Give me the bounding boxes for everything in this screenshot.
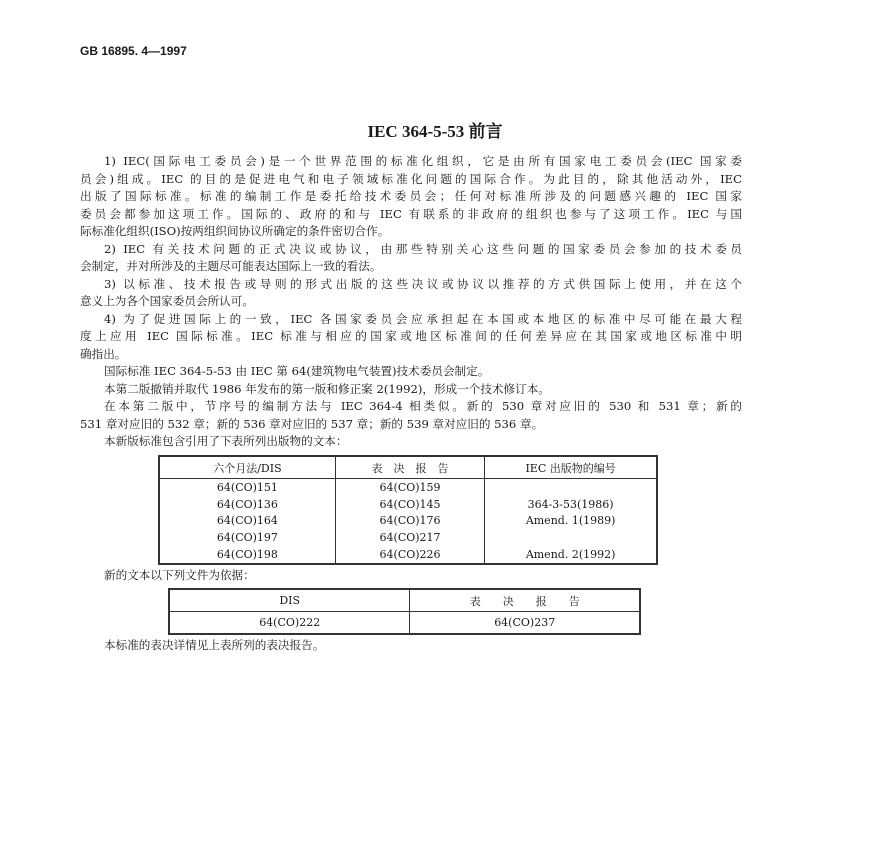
- table-cell: 64(CO)226: [335, 546, 484, 564]
- publications-table: [158, 455, 658, 565]
- paragraph-line: 出版了国际标准。标准的编制工作是委托给技术委员会；任何对标准所涉及的问题感兴趣的 IEC 国家: [80, 189, 742, 203]
- table-row: [159, 496, 657, 513]
- table-cell: 64(CO)198: [159, 546, 335, 564]
- column-header: DIS: [169, 589, 410, 612]
- table-cell: 64(CO)159: [335, 479, 484, 496]
- paragraph-line: 本第二版撤销并取代 1986 年发布的第一版和修正案 2(1992)，形成一个技术修订本。: [104, 381, 550, 396]
- paragraph-line: 会制定，并对所涉及的主题尽可能表达国际上一致的看法。: [80, 259, 382, 273]
- paragraph-line: 本新版标准包含引用了下表所列出版物的文本：: [104, 434, 348, 448]
- standard-code: GB 16895. 4—1997: [80, 44, 187, 58]
- page-title: IEC 364-5-53 前言: [367, 122, 503, 141]
- table-cell: 64(CO)237: [410, 612, 640, 635]
- closing-text: 本标准的表决详情见上表所列的表决报告。: [104, 638, 325, 652]
- table-row: [159, 513, 657, 530]
- table-row: [169, 612, 640, 635]
- column-header: 表 决 报 告: [410, 589, 640, 612]
- paragraph-line: 委员会都参加这项工作。国际的、政府的和与 IEC 有联系的非政府的组织也参与了这项工作。IEC 与国: [80, 206, 742, 221]
- column-header: IEC 出版物的编号: [485, 456, 657, 479]
- table-cell: Amend. 1(1989): [485, 513, 657, 530]
- table-cell: Amend. 2(1992): [485, 546, 657, 564]
- table-row: [159, 529, 657, 546]
- table-cell: 364-3-53(1986): [485, 496, 657, 513]
- table-cell: 64(CO)197: [159, 529, 335, 546]
- table2-caption: 新的文本以下列文件为依据：: [104, 568, 255, 582]
- table-cell: 64(CO)217: [335, 529, 484, 546]
- foreword-body: [80, 153, 742, 451]
- table-cell: 64(CO)222: [169, 612, 410, 635]
- paragraph-line: 1) IEC(国际电工委员会)是一个世界范围的标准化组织，它是由所有国家电工委员会(IEC 国家委: [104, 154, 742, 168]
- paragraph-line: 3) 以标准、技术报告或导则的形式出版的这些决议或协议以推荐的方式供国际上使用，并在这个: [104, 276, 742, 291]
- paragraph-line: 在本第二版中，节序号的编制方法与 IEC 364-4 相类似。新的 530 章对应旧的 530 和 531 章；新的: [104, 399, 742, 413]
- column-header: 六个月法/DIS: [159, 456, 335, 479]
- table-cell: 64(CO)145: [335, 496, 484, 513]
- paragraph-line: 531 章对应旧的 532 章；新的 536 章对应旧的 537 章；新的 539 章对应旧的 536 章。: [80, 416, 544, 431]
- paragraph-line: 意义上为各个国家委员会所认可。: [80, 294, 254, 308]
- table-cell: [485, 479, 657, 496]
- table-cell: [485, 529, 657, 546]
- paragraph-line: 度上应用 IEC 国际标准。IEC 标准与相应的国家或地区标准间的任何差异应在其国家或地区标准中明: [80, 329, 742, 343]
- column-header: 表 决 报 告: [335, 456, 484, 479]
- table-row: [159, 479, 657, 496]
- paragraph-line: 4) 为了促进国际上的一致，IEC 各国家委员会应承担起在本国或本地区的标准中尽可能在最大程: [104, 311, 742, 326]
- table-cell: 64(CO)176: [335, 513, 484, 530]
- table-row: [159, 546, 657, 564]
- paragraph-line: 际标准化组织(ISO)按两组织间协议所确定的条件密切合作。: [80, 224, 390, 238]
- table-cell: 64(CO)151: [159, 479, 335, 496]
- basis-documents-table: [168, 588, 641, 635]
- paragraph-line: 员会)组成。IEC 的目的是促进电气和电子领域标准化问题的国际合作。为此目的，除其他活动外，IEC: [80, 171, 742, 186]
- table-cell: 64(CO)136: [159, 496, 335, 513]
- paragraph-line: 国际标准 IEC 364-5-53 由 IEC 第 64(建筑物电气装置)技术委员会制定。: [104, 364, 490, 378]
- paragraph-line: 2) IEC 有关技术问题的正式决议或协议，由那些特别关心这些问题的国家委员会参加的技术委员: [104, 241, 742, 256]
- table-cell: 64(CO)164: [159, 513, 335, 530]
- paragraph-line: 确指出。: [80, 346, 127, 361]
